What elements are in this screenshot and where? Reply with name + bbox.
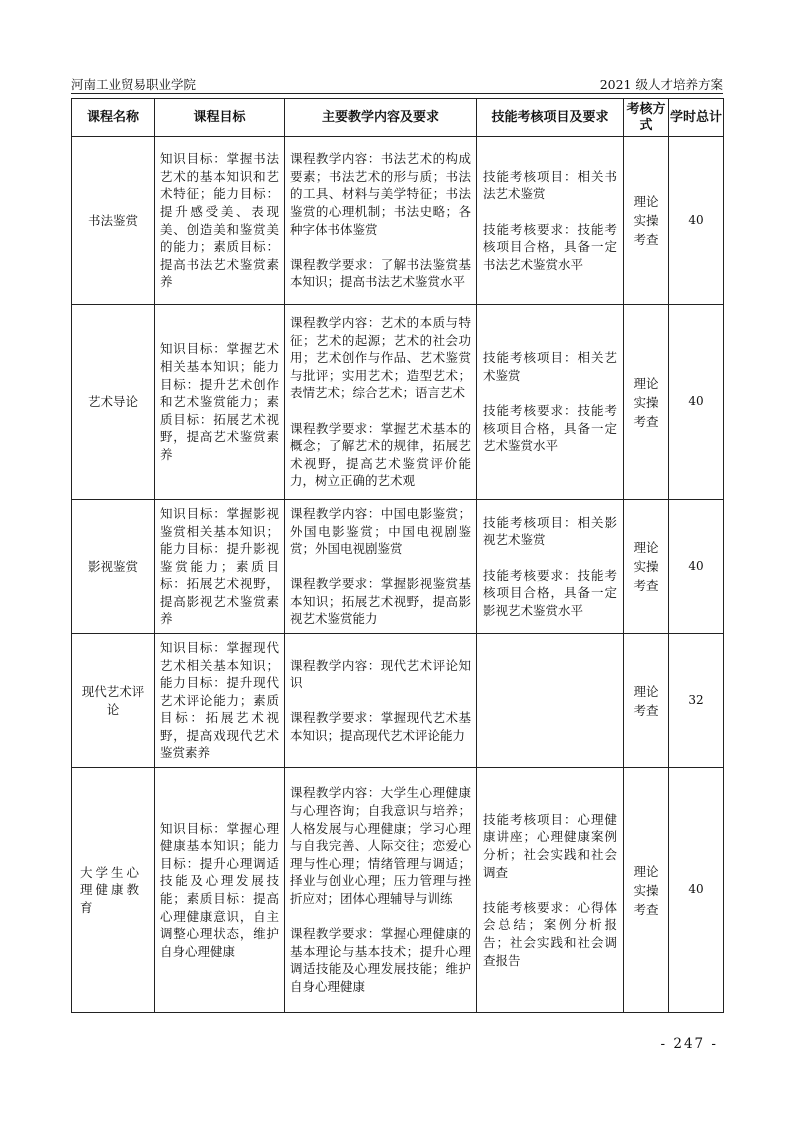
skill-items: 技能考核项目：心理健康讲座；心理健康案例分析；社会实践和社会调查 (483, 811, 617, 880)
course-goal: 知识目标：掌握影视鉴赏相关基本知识；能力目标：提升影视鉴赏能力；素质目标：拓展艺术视野，提高影视艺术鉴赏素养 (155, 500, 285, 634)
assessment-method: 理论实操考查 (624, 768, 669, 1013)
total-hours: 40 (669, 500, 724, 634)
table-row (72, 500, 724, 634)
course-name: 影视鉴赏 (72, 500, 155, 634)
content-requirements: 课程教学要求：掌握艺术基本的概念；了解艺术的规律，拓展艺术视野，提高艺术鉴赏评价能力，树立正确的艺术观 (290, 420, 471, 489)
header-course-content: 主要教学内容及要求 (285, 99, 477, 137)
header-rule (71, 93, 723, 94)
course-name: 书法鉴赏 (72, 137, 155, 305)
content-items: 课程教学内容：书法艺术的构成要素；书法艺术的形与质；书法的工具、材料与美学特征；书法鉴赏的心理机制；书法史略；各种字体书体鉴赏 (290, 151, 471, 237)
content-requirements: 课程教学要求：了解书法鉴赏基本知识；提高书法艺术鉴赏水平 (290, 256, 471, 290)
table-row (72, 634, 724, 768)
course-content (285, 305, 477, 500)
header-institution: 河南工业贸易职业学院 (71, 77, 197, 92)
content-requirements: 课程教学要求：掌握现代艺术基本知识；提高现代艺术评论能力 (290, 710, 471, 743)
total-hours: 40 (669, 305, 724, 500)
total-hours: 32 (669, 634, 724, 768)
assessment-method: 理论考查 (624, 634, 669, 768)
course-name: 大学生心理健康教育 (72, 768, 155, 1013)
skill-assessment (477, 768, 624, 1013)
course-content (285, 634, 477, 768)
table-row (72, 305, 724, 500)
skill-assessment (477, 500, 624, 634)
content-items: 课程教学内容：现代艺术评论知识 (290, 657, 471, 691)
header-course-name: 课程名称 (72, 99, 155, 137)
skill-requirements: 技能考核要求：技能考核项目合格，具备一定书法艺术鉴赏水平 (483, 221, 617, 272)
course-content (285, 500, 477, 634)
header-total-hours: 学时总计 (669, 99, 724, 137)
skill-requirements: 技能考核要求：心得体会总结；案例分析报告；社会实践和社会调查报告 (483, 899, 617, 968)
skill-assessment (477, 305, 624, 500)
content-requirements: 课程教学要求：掌握影视鉴赏基本知识；拓展艺术视野，提高影视艺术鉴赏能力 (290, 576, 471, 627)
course-name: 艺术导论 (72, 305, 155, 500)
content-items: 课程教学内容：艺术的本质与特征；艺术的起源；艺术的社会功用；艺术创作与作品、艺术鉴赏与批评；实用艺术；造型艺术；表情艺术；综合艺术；语言艺术 (290, 315, 471, 401)
header-assessment-method: 考核方式 (624, 99, 669, 137)
content-requirements: 课程教学要求：掌握心理健康的基本理论与基本技术；提升心理调适技能及心理发展技能；维护自身心理健康 (290, 926, 471, 994)
content-items: 课程教学内容：中国电影鉴赏；外国电影鉴赏；中国电视剧鉴赏；外国电视剧鉴赏 (290, 505, 471, 557)
course-content (285, 768, 477, 1013)
header-course-goal: 课程目标 (155, 99, 285, 137)
skill-assessment (477, 634, 624, 768)
course-content (285, 137, 477, 305)
assessment-method: 理论实操考查 (624, 305, 669, 500)
total-hours: 40 (669, 768, 724, 1013)
total-hours: 40 (669, 137, 724, 305)
table-header-row (72, 99, 724, 137)
assessment-method: 理论实操考查 (624, 137, 669, 305)
assessment-method: 理论实操考查 (624, 500, 669, 634)
table-row (72, 137, 724, 305)
content-items: 课程教学内容：大学生心理健康与心理咨询；自我意识与培养；人格发展与心理健康；学习心理与自我完善、人际交往；恋爱心理与性心理；情绪管理与调适；择业与创业心理；压力管理与挫折应对；团体心理辅导与训练 (290, 785, 471, 906)
skill-requirements: 技能考核要求：技能考核项目合格，具备一定影视艺术鉴赏水平 (483, 567, 617, 618)
skill-items: 技能考核项目：相关书法艺术鉴赏 (483, 168, 617, 202)
skill-requirements: 技能考核要求：技能考核项目合格，具备一定艺术鉴赏水平 (483, 403, 617, 454)
skill-assessment (477, 137, 624, 305)
page-header (71, 75, 723, 93)
header-doc-title: 2021 级人才培养方案 (599, 77, 723, 92)
header-skill-assessment: 技能考核项目及要求 (477, 99, 624, 137)
course-table (71, 98, 724, 1013)
course-goal: 知识目标：掌握心理健康基本知识；能力目标：提升心理调适技能及心理发展技能；素质目标：提高心理健康意识，自主调整心理状态，维护自身心理健康 (155, 768, 285, 1013)
course-goal: 知识目标：掌握书法艺术的基本知识和艺术特征；能力目标：提升感受美、表现美、创造美和鉴赏美的能力；素质目标：提高书法艺术鉴赏素养 (155, 137, 285, 305)
course-goal: 知识目标：掌握现代艺术相关基本知识；能力目标：提升现代艺术评论能力；素质目标：拓展艺术视野，提高戏现代艺术鉴赏素养 (155, 634, 285, 768)
table-row (72, 768, 724, 1013)
page-number: - 247 - (660, 1036, 718, 1052)
skill-items: 技能考核项目：相关影视艺术鉴赏 (483, 514, 617, 548)
course-goal: 知识目标：掌握艺术相关基本知识；能力目标：提升艺术创作和艺术鉴赏能力；素质目标：拓展艺术视野，提高艺术鉴赏素养 (155, 305, 285, 500)
skill-items: 技能考核项目：相关艺术鉴赏 (483, 350, 617, 383)
course-name: 现代艺术评论 (72, 634, 155, 768)
